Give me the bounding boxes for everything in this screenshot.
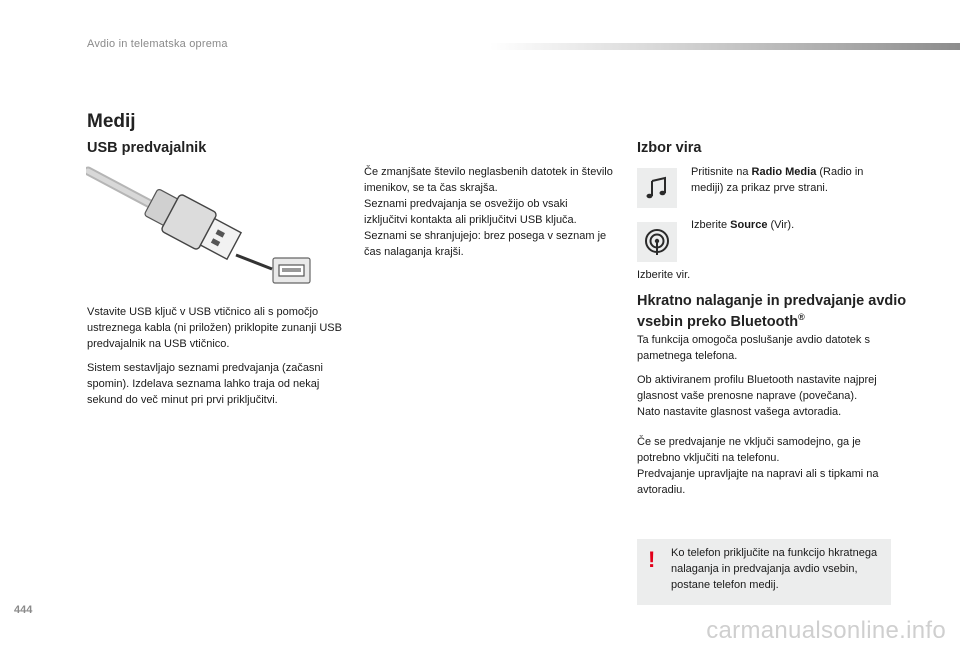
bluetooth-text-block	[637, 332, 899, 498]
usb-paragraph-1: Vstavite USB ključ v USB vtičnico ali s pomočjo ustreznega kabla (ni priložen) priklopite zunanji USB predvajalnik na USB vtičnico.	[87, 306, 342, 350]
bluetooth-heading: Hkratno nalaganje in predvajanje avdio vsebin preko Bluetooth®	[637, 293, 907, 330]
source-heading: Izbor vira	[637, 140, 702, 156]
exclamation-icon: !	[648, 547, 656, 572]
usb-heading: USB predvajalnik	[87, 140, 207, 156]
usb-plug-illustration	[86, 165, 316, 290]
header-gradient-bar	[490, 43, 960, 50]
page-number: 444	[14, 604, 33, 616]
warning-note	[637, 539, 891, 605]
page-title: Medij	[87, 111, 136, 132]
music-note-icon	[644, 175, 670, 201]
warning-note-text: Ko telefon priključite na funkcijo hkratnega nalaganja in predvajanja avdio vsebin, postane telefon medij.	[671, 547, 878, 591]
source-step-1: Pritisnite na Radio Media (Radio in mediji) za prikaz prve strani.	[691, 166, 864, 194]
bluetooth-paragraph-1: Ta funkcija omogoča poslušanje avdio datotek s pametnega telefona.	[637, 334, 870, 362]
header-section-title: Avdio in telematska oprema	[87, 38, 228, 50]
source-broadcast-icon	[643, 228, 671, 256]
usb-paragraph-2: Sistem sestavljajo seznami predvajanja (začasni spomin). Izdelava seznama lahko traja od nekaj sekund do več minut pri prvi priključitvi.	[87, 362, 323, 406]
bluetooth-paragraph-2: Ob aktiviranem profilu Bluetooth nastavite najprej glasnost vaše prenosne naprave (povečana). Nato nastavite glasnost vašega avtoradia.	[637, 374, 877, 418]
bluetooth-paragraph-3: Če se predvajanje ne vključi samodejno, ga je potrebno vključiti na telefonu. Predvajanje upravljajte na napravi ali s tipkami na avtoradiu.	[637, 436, 879, 496]
watermark: carmanualsonline.info	[706, 617, 946, 644]
choose-source-text: Izberite vir.	[637, 269, 691, 281]
usb-text-block	[87, 304, 349, 408]
source-step-2: Izberite Source (Vir).	[691, 219, 795, 231]
usb-paragraph-3: Če zmanjšate število neglasbenih datotek in število imenikov, se ta čas skrajša. Seznami predvajanja se osvežijo ob vsaki izključitvi kontakta ali priključitvi USB ključa. Seznami se shranjujejo: brez posega v seznam je čas nalaganja krajši.	[364, 166, 613, 258]
radio-media-icon-box	[637, 168, 677, 208]
source-icon-box	[637, 222, 677, 262]
